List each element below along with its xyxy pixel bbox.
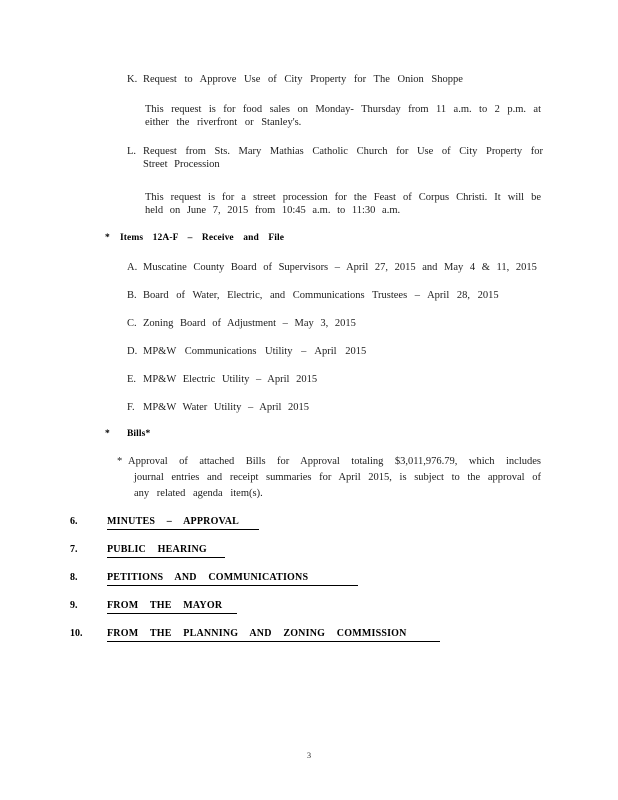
item-title-line: Request to Approve Use of City Property for The Onion Shoppe <box>143 74 463 85</box>
bills-note-line: journal entries and receipt summaries for April 2015, is subject to the approval of <box>134 472 541 483</box>
item-letter: C. <box>127 318 137 329</box>
body-line: This request is for food sales on Monday- Thursday from 11 a.m. to 2 p.m. at <box>145 104 541 115</box>
item-text: MP&W Electric Utility – April 2015 <box>143 374 318 385</box>
section-row-from-mayor <box>70 599 618 614</box>
body-line: either the riverfront or Stanley's. <box>145 117 302 128</box>
receive-file-item-f <box>127 401 543 414</box>
agenda-item-k <box>127 73 543 86</box>
section-number: 7. <box>70 544 78 555</box>
section-number: 6. <box>70 516 78 527</box>
section-row-petitions <box>70 571 618 586</box>
item-title <box>143 145 543 171</box>
bills-note <box>117 454 618 502</box>
item-title <box>143 73 543 86</box>
receive-file-item-b <box>127 289 543 302</box>
section-title: PUBLIC HEARING <box>107 543 225 558</box>
agenda-item-l <box>127 145 543 171</box>
item-title-line: Street Procession <box>143 159 220 170</box>
bills-note-line: Approval of attached Bills for Approval totaling $3,011,976.79, which includes <box>128 456 541 467</box>
item-letter: B. <box>127 290 137 301</box>
section-row-minutes <box>70 515 618 530</box>
receive-file-item-a <box>127 261 543 274</box>
section-number: 8. <box>70 572 78 583</box>
agenda-item-k-body <box>145 103 541 129</box>
item-text: MP&W Communications Utility – April 2015 <box>143 346 367 357</box>
item-letter: K. <box>127 74 138 85</box>
body-line: This request is for a street procession for the Feast of Corpus Christi. It will be <box>145 192 541 203</box>
asterisk-marker: * <box>105 429 110 439</box>
section-number: 10. <box>70 628 83 639</box>
receive-file-item-c <box>127 317 543 330</box>
receive-file-item-e <box>127 373 543 386</box>
asterisk-marker: * <box>105 233 110 243</box>
receive-file-item-d <box>127 345 543 358</box>
receive-file-heading: Items 12A-F – Receive and File <box>120 233 285 243</box>
bills-heading-row <box>105 429 618 440</box>
item-text: Muscatine County Board of Supervisors – April 27, 2015 and May 4 & 11, 2015 <box>143 262 537 273</box>
agenda-item-l-body <box>145 191 541 217</box>
section-row-public-hearing <box>70 543 618 558</box>
item-letter: F. <box>127 402 135 413</box>
item-text: Zoning Board of Adjustment – May 3, 2015 <box>143 318 356 329</box>
body-line: held on June 7, 2015 from 10:45 a.m. to 11:30 a.m. <box>145 205 401 216</box>
item-letter: E. <box>127 374 137 385</box>
receive-file-heading-row <box>105 233 618 244</box>
section-number: 9. <box>70 600 78 611</box>
page-number: 3 <box>306 750 312 760</box>
asterisk-marker: * <box>117 456 123 467</box>
bills-heading: Bills* <box>127 429 151 439</box>
item-text: Board of Water, Electric, and Communications Trustees – April 28, 2015 <box>143 290 499 301</box>
section-title: MINUTES – APPROVAL <box>107 515 259 530</box>
item-letter: D. <box>127 346 138 357</box>
section-row-planning-zoning <box>70 627 618 642</box>
section-title: FROM THE MAYOR <box>107 599 237 614</box>
item-letter: L. <box>127 146 137 157</box>
item-text: MP&W Water Utility – April 2015 <box>143 402 310 413</box>
bills-note-line: any related agenda item(s). <box>134 488 263 499</box>
section-title: PETITIONS AND COMMUNICATIONS <box>107 571 358 586</box>
item-letter: A. <box>127 262 138 273</box>
item-title-line: Request from Sts. Mary Mathias Catholic Church for Use of City Property for <box>143 146 543 157</box>
section-title: FROM THE PLANNING AND ZONING COMMISSION <box>107 627 440 642</box>
